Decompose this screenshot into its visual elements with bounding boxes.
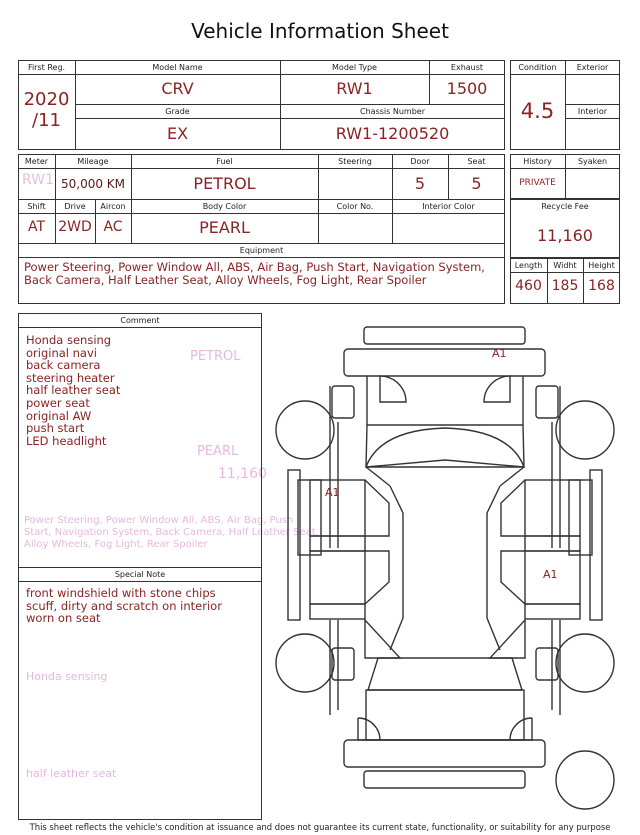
page-title: Vehicle Information Sheet: [191, 19, 449, 43]
model-name-value: CRV: [161, 79, 194, 98]
aircon-value: AC: [103, 219, 123, 235]
special-note-label: Special Note: [114, 570, 166, 579]
drive-value: 2WD: [58, 219, 92, 235]
first-reg-label: First Reg.: [27, 63, 66, 72]
exterior-label: Exterior: [576, 63, 609, 72]
length-label: Length: [514, 261, 543, 270]
ghost-text: PETROL: [190, 349, 241, 364]
ghost-text: RW1: [22, 172, 54, 188]
body-color-label: Body Color: [202, 202, 247, 211]
recycle-fee-label: Recycle Fee: [541, 202, 589, 211]
history-label: History: [523, 157, 552, 166]
height-value: 168: [588, 278, 615, 294]
body-color-value: PEARL: [199, 218, 250, 237]
shift-label: Shift: [27, 202, 46, 211]
steering-label: Steering: [338, 157, 372, 166]
door-label: Door: [410, 157, 430, 166]
seat-value: 5: [471, 174, 482, 193]
color-no-label: Color No.: [336, 202, 374, 211]
comment-line: original navi: [26, 345, 97, 360]
grade-label: Grade: [165, 107, 190, 116]
damage-mark: A1: [543, 568, 558, 581]
special-note-list: [26, 587, 222, 625]
interior-color-label: Interior Color: [422, 202, 475, 211]
fuel-value: PETROL: [193, 174, 256, 193]
special-note-line: worn on seat: [26, 611, 101, 626]
ghost-text: Honda sensing: [26, 670, 108, 683]
comment-label: Comment: [120, 316, 160, 325]
model-type-label: Model Type: [332, 63, 377, 72]
model-name-label: Model Name: [152, 63, 203, 72]
meter-label: Meter: [24, 157, 49, 166]
comment-list: [26, 334, 120, 447]
exhaust-value: 1500: [446, 79, 488, 98]
chassis-value: RW1-1200520: [335, 124, 450, 143]
ghost-text: Power Steering, Power Window All, ABS, Air Bag, Push Start, Navigation System, Back Camera, Half Leather Seat, Alloy Wheels, Fog Light, Rear Spoiler: [24, 515, 319, 550]
recycle-fee-value: 11,160: [537, 226, 593, 245]
footer-disclaimer: This sheet reflects the vehicle's condition at issuance and does not guarantee its current state, functionality, or suitability for any purpose: [29, 822, 611, 832]
height-label: Height: [588, 261, 615, 270]
aircon-label: Aircon: [100, 202, 126, 211]
chassis-label: Chassis Number: [360, 107, 425, 116]
width-label: Widht: [553, 261, 577, 270]
comment-line: original AW: [26, 408, 92, 423]
mileage-label: Mileage: [77, 157, 109, 166]
grade-value: EX: [166, 124, 189, 143]
syaken-label: Syaken: [577, 157, 608, 166]
damage-mark: A1: [325, 486, 340, 499]
condition-value: 4.5: [520, 99, 555, 123]
drive-label: Drive: [64, 202, 86, 211]
length-value: 460: [515, 278, 542, 294]
exhaust-label: Exhaust: [450, 63, 484, 72]
comment-line: steering heater: [26, 370, 115, 385]
comment-line: half leather seat: [26, 383, 121, 398]
special-note-line: scuff, dirty and scratch on interior: [26, 598, 222, 613]
width-value: 185: [551, 278, 579, 294]
comment-line: back camera: [26, 358, 101, 373]
equipment-value: Power Steering, Power Window All, ABS, Air Bag, Push Start, Navigation System, Back Camera, Half Leather Seat, Alloy Wheels, Fog Light, Rear Spoiler: [24, 260, 485, 287]
car-damage-diagram: [270, 320, 630, 825]
ghost-text: half leather seat: [26, 767, 117, 780]
door-value: 5: [414, 174, 426, 193]
mileage-value: 50,000 KM: [60, 177, 126, 191]
first-reg-month: /11: [32, 110, 61, 131]
comment-line: push start: [26, 421, 85, 436]
first-reg-year: 2020: [23, 89, 70, 110]
special-note-line: front windshield with stone chips: [26, 586, 216, 600]
damage-mark: A1: [492, 347, 507, 360]
equipment-label: Equipment: [239, 246, 284, 255]
interior-label: Interior: [577, 107, 608, 116]
fuel-label: Fuel: [216, 157, 233, 166]
seat-label: Seat: [467, 157, 486, 166]
model-type-value: RW1: [336, 79, 373, 98]
history-value: PRIVATE: [519, 178, 556, 188]
ghost-text: PEARL: [197, 444, 239, 459]
shift-value: AT: [27, 219, 46, 235]
condition-label: Condition: [518, 63, 557, 72]
comment-line: LED headlight: [26, 433, 107, 448]
comment-line: power seat: [26, 395, 90, 410]
comment-line: Honda sensing: [26, 333, 112, 347]
ghost-text: 11,160: [218, 466, 267, 482]
